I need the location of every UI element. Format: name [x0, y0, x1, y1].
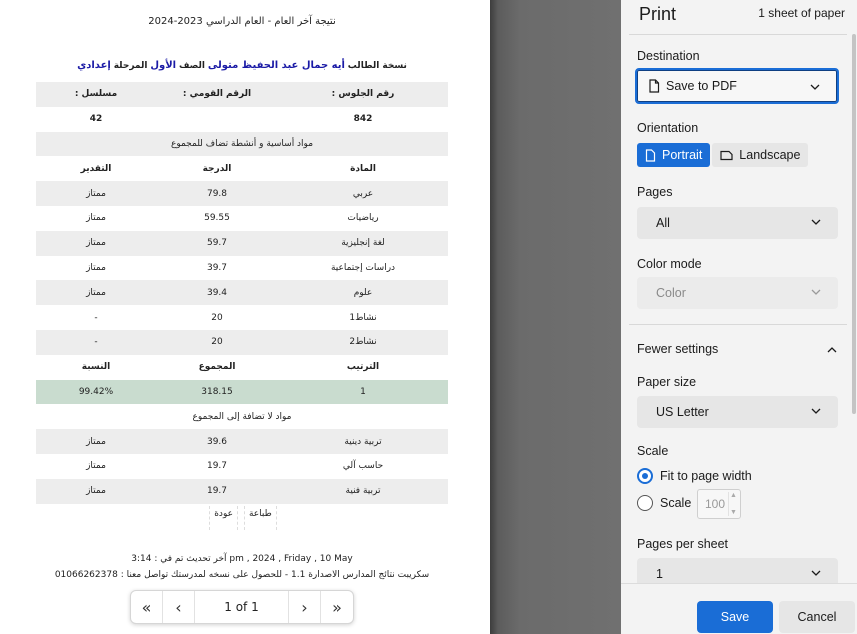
- subject-name: دراسات إجتماعية: [330, 262, 396, 273]
- total-header: المجموع: [198, 362, 236, 373]
- seat-number-value: 842: [353, 114, 373, 125]
- table-row: [36, 231, 448, 256]
- settings-scrollbar[interactable]: [852, 34, 856, 414]
- print-settings-panel: [621, 0, 857, 634]
- subject-name: تربية دينية: [278, 429, 448, 454]
- spin-down-icon[interactable]: ▼: [730, 509, 737, 516]
- landscape-icon: [720, 150, 733, 161]
- chevron-down-icon: [810, 216, 822, 228]
- subject-grade: ممتاز: [36, 429, 156, 454]
- chevron-down-icon: [810, 286, 822, 298]
- summary-row: [36, 380, 448, 405]
- info-value-row: [36, 107, 448, 132]
- table-row: [36, 181, 448, 206]
- save-button[interactable]: Save: [697, 601, 773, 633]
- document-actions: [203, 506, 283, 530]
- scale-input[interactable]: [697, 489, 741, 519]
- subject-grade: ممتاز: [36, 231, 156, 256]
- student-prefix: نسخة الطالب: [347, 61, 407, 71]
- destination-value: Save to PDF: [666, 79, 737, 93]
- fit-width-option[interactable]: [637, 468, 752, 484]
- destination-select[interactable]: [635, 68, 839, 104]
- subject-name: حاسب آلي: [342, 461, 384, 472]
- table-row: [36, 429, 448, 454]
- orientation-label: Orientation: [637, 121, 699, 135]
- custom-scale-label: Scale: [660, 496, 692, 510]
- section2-title: مواد لا تضافة إلى المجموع: [192, 411, 292, 422]
- portrait-button[interactable]: [637, 143, 710, 167]
- orientation-toggle: [637, 143, 808, 167]
- subject-score: 20: [211, 312, 223, 323]
- last-page-button[interactable]: »: [332, 597, 342, 617]
- serial-header: مسلسل :: [36, 82, 156, 107]
- subject-grade: ممتاز: [86, 461, 106, 472]
- subject-name: علوم: [278, 280, 448, 305]
- seat-number-header: رقم الجلوس :: [278, 82, 448, 107]
- spin-up-icon[interactable]: ▲: [730, 492, 737, 499]
- subject-header: المادة: [350, 163, 376, 174]
- fewer-settings-label: Fewer settings: [637, 342, 719, 356]
- pages-per-sheet-label: Pages per sheet: [637, 537, 729, 551]
- pages-per-sheet-value: 1: [656, 567, 663, 581]
- color-mode-label: Color mode: [637, 257, 702, 271]
- destination-label: Destination: [637, 49, 700, 63]
- print-link[interactable]: طباعة: [244, 506, 277, 530]
- score-header: الدرجة: [202, 163, 232, 174]
- script-info-text: سكريبت نتائج المدارس الاصدارة 1.1 - للحصول على نسخه لمدرستك تواصل معنا : 01066262378: [54, 570, 430, 580]
- subject-name: نشاط1: [349, 312, 377, 323]
- section-title-row: [36, 132, 448, 157]
- cancel-button[interactable]: Cancel: [779, 601, 855, 633]
- serial-value: 42: [89, 114, 103, 125]
- chevron-up-icon: [826, 344, 838, 356]
- settings-divider: [629, 324, 847, 325]
- pages-select[interactable]: [637, 207, 838, 239]
- table-row: [36, 330, 448, 355]
- document-icon: [648, 79, 660, 93]
- subject-grade: -: [36, 330, 156, 355]
- summary-header-row: [36, 355, 448, 380]
- student-name: أيه جمال عبد الحفيظ متولى: [207, 60, 345, 71]
- table-row: [36, 206, 448, 231]
- subject-name: عربي: [278, 181, 448, 206]
- rank-header: الترتيب: [346, 362, 380, 373]
- subject-score: 39.4: [156, 280, 278, 305]
- info-header-row: [36, 82, 448, 107]
- sheet-count: 1 sheet of paper: [758, 6, 845, 20]
- table-row: [36, 479, 448, 504]
- pages-label: Pages: [637, 185, 673, 199]
- fit-width-label: Fit to page width: [660, 469, 752, 483]
- subject-grade: ممتاز: [36, 479, 156, 504]
- pages-value: All: [656, 216, 670, 230]
- section-title-row: [36, 404, 448, 429]
- subject-grade: ممتاز: [36, 181, 156, 206]
- subject-grade: ممتاز: [86, 262, 106, 273]
- chevron-down-icon: [810, 405, 822, 417]
- custom-scale-radio[interactable]: [637, 495, 653, 511]
- subject-grade: -: [94, 312, 98, 323]
- print-header: [621, 0, 857, 34]
- subject-grade: ممتاز: [36, 280, 156, 305]
- student-info-line: [36, 60, 448, 71]
- results-table: [36, 82, 448, 504]
- subject-grade: ممتاز: [86, 213, 106, 224]
- print-title: Print: [639, 4, 677, 24]
- total-value: 318.15: [156, 380, 278, 405]
- subject-name: نشاط2: [278, 330, 448, 355]
- subject-score: 19.7: [156, 479, 278, 504]
- color-mode-select: [637, 277, 838, 309]
- subject-score: 19.7: [206, 461, 228, 472]
- next-page-button[interactable]: ›: [289, 591, 321, 623]
- percentage-value: 99.42%: [36, 380, 156, 405]
- landscape-button[interactable]: [712, 143, 808, 167]
- first-page-button[interactable]: «: [131, 591, 163, 623]
- subject-score: 39.6: [156, 429, 278, 454]
- national-id-value: [156, 107, 278, 132]
- national-id-header: الرقم القومي :: [156, 82, 278, 107]
- preview-backdrop: [490, 0, 621, 634]
- subject-name: لغة إنجليزية: [278, 231, 448, 256]
- scale-label: Scale: [637, 444, 669, 458]
- back-link[interactable]: عودة: [209, 506, 238, 530]
- page-indicator: 1 of 1: [195, 591, 289, 623]
- fit-width-radio[interactable]: [637, 468, 653, 484]
- custom-scale-option[interactable]: [637, 495, 691, 511]
- scale-value: 100: [705, 497, 726, 511]
- chevron-down-icon: [810, 567, 822, 579]
- fewer-settings-toggle[interactable]: [637, 342, 838, 358]
- subject-score: 20: [156, 330, 278, 355]
- subject-name: رياضيات: [347, 213, 379, 224]
- scale-spinner[interactable]: [728, 492, 738, 516]
- paper-size-select[interactable]: [637, 396, 838, 428]
- subject-score: 59.55: [204, 213, 230, 224]
- table-row: [36, 305, 448, 330]
- landscape-label: Landscape: [739, 148, 801, 162]
- paper-size-value: US Letter: [656, 405, 709, 419]
- subject-score: 79.8: [156, 181, 278, 206]
- percentage-header: النسبة: [81, 362, 111, 373]
- stage-value: إعدادي: [77, 60, 111, 71]
- last-updated-text: آخر تحديث تم في : 3:14 pm , 2024 , Friday , 10 May: [131, 554, 353, 564]
- subject-score: 39.7: [206, 262, 228, 273]
- paper-size-label: Paper size: [637, 375, 697, 389]
- grade-value: الأول: [150, 60, 177, 71]
- portrait-label: Portrait: [662, 148, 703, 162]
- chevron-down-icon: [809, 81, 821, 93]
- previous-page-button[interactable]: ‹: [163, 591, 195, 623]
- document-title: نتيجة آخر العام - العام الدراسي 2023-2024: [148, 16, 336, 27]
- subject-header-row: [36, 156, 448, 181]
- subject-score: 59.7: [156, 231, 278, 256]
- header-divider: [629, 34, 847, 35]
- color-mode-value: Color: [656, 286, 686, 300]
- grade-header: التقدير: [80, 163, 112, 174]
- rank-value: 1: [278, 380, 448, 405]
- table-row: [36, 280, 448, 305]
- page-navigator: [130, 590, 354, 624]
- portrait-icon: [645, 149, 656, 162]
- table-row: [36, 256, 448, 281]
- grade-label: الصف: [178, 61, 206, 71]
- section1-title: مواد أساسية و أنشطة تضاف للمجموع: [36, 132, 448, 157]
- print-actions: [621, 583, 857, 634]
- stage-label: المرحلة: [113, 61, 148, 71]
- subject-name: تربية فنية: [278, 479, 448, 504]
- table-row: [36, 454, 448, 479]
